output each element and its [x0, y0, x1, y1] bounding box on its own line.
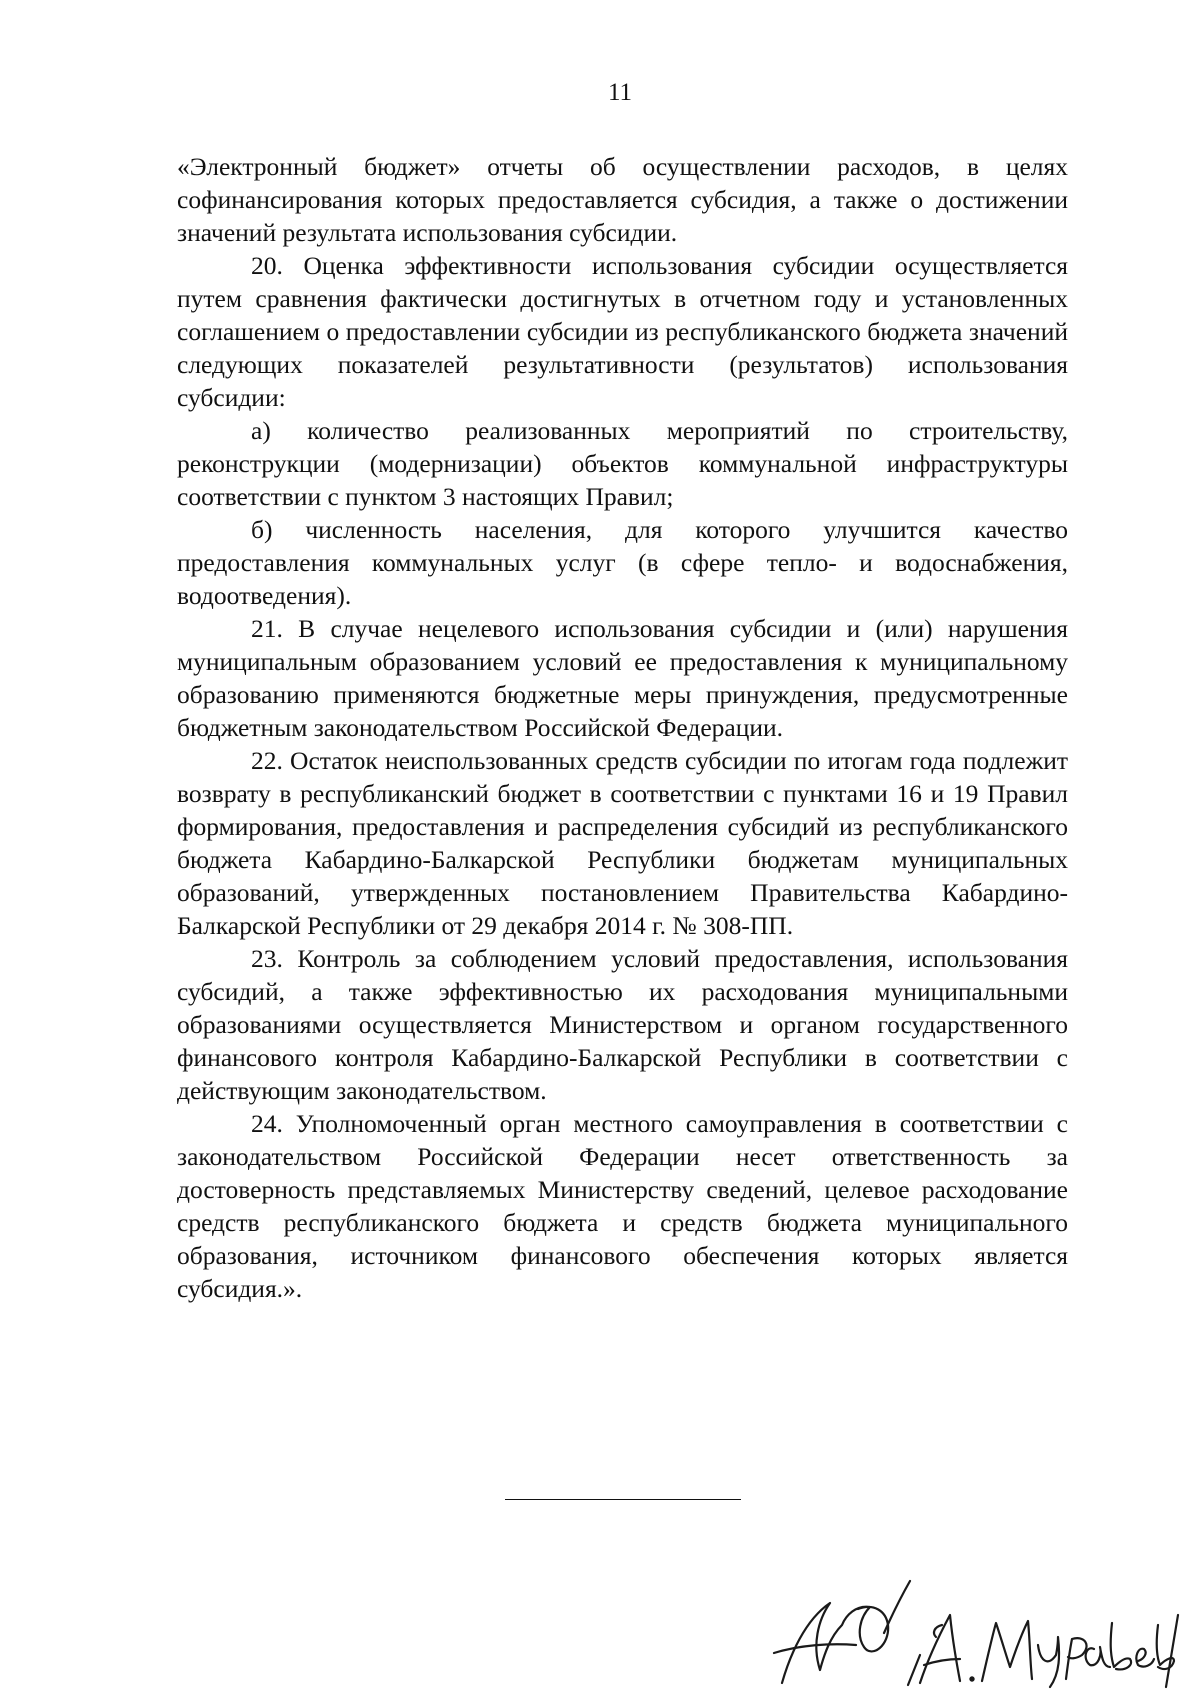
paragraph-continuation: «Электронный бюджет» отчеты об осуществлении расходов, в целях софинансирования которых предоставляется субсидия, а также о достижении значений результата использования субсидии. — [177, 152, 1068, 247]
paragraph-subitem-a: а) количество реализованных мероприятий по строительству, реконструкции (модернизации) объектов коммунальной инфраструктуры соответствии с пунктом 3 настоящих Правил; — [177, 416, 1068, 511]
paragraph-item-22: 22. Остаток неиспользованных средств субсидии по итогам года подлежит возврату в республиканский бюджет в соответствии с пунктами 16 и 19 Правил формирования, предоставления и распределения субсидий из республиканского бюджета Кабардино-Балкарской Республики бюджетам муниципальных образований, утвержденных постановлением Правительства Кабардино-Балкарской Республики от 29 декабря 2014 г. № 308-ПП. — [177, 746, 1068, 940]
paragraph-item-23: 23. Контроль за соблюдением условий предоставления, использования субсидий, а также эффективностью их расходования муниципальными образованиями осуществляется Министерством и органом государственного финансового контроля Кабардино-Балкарской Республики в соответствии с действующим законодательством. — [177, 944, 1068, 1105]
paragraph-item-21: 21. В случае нецелевого использования субсидии и (или) нарушения муниципальным образованием условий ее предоставления к муниципальному образованию применяются бюджетные меры принуждения, предусмотренные бюджетным законодательством Российской Федерации. — [177, 614, 1068, 742]
end-separator-line — [505, 1499, 741, 1500]
handwritten-signature — [760, 1575, 1180, 1690]
paragraph-item-24: 24. Уполномоченный орган местного самоуправления в соответствии с законодательством Российской Федерации несет ответственность за достоверность представляемых Министерству сведений, целевое расходование средств республиканского бюджета и средств бюджета муниципального образования, источником финансового обеспечения которых является субсидия.». — [177, 1109, 1068, 1303]
paragraph-item-20: 20. Оценка эффективности использования субсидии осуществляется путем сравнения фактически достигнутых в отчетном году и установленных соглашением о предоставлении субсидии из республиканского бюджета значений следующих показателей результативности (результатов) использования субсидии: — [177, 251, 1068, 412]
paragraph-subitem-b: б) численность населения, для которого улучшится качество предоставления коммунальных услуг (в сфере тепло- и водоснабжения, водоотведения). — [177, 515, 1068, 610]
document-body — [177, 150, 1068, 1305]
page-number: 11 — [607, 79, 633, 106]
